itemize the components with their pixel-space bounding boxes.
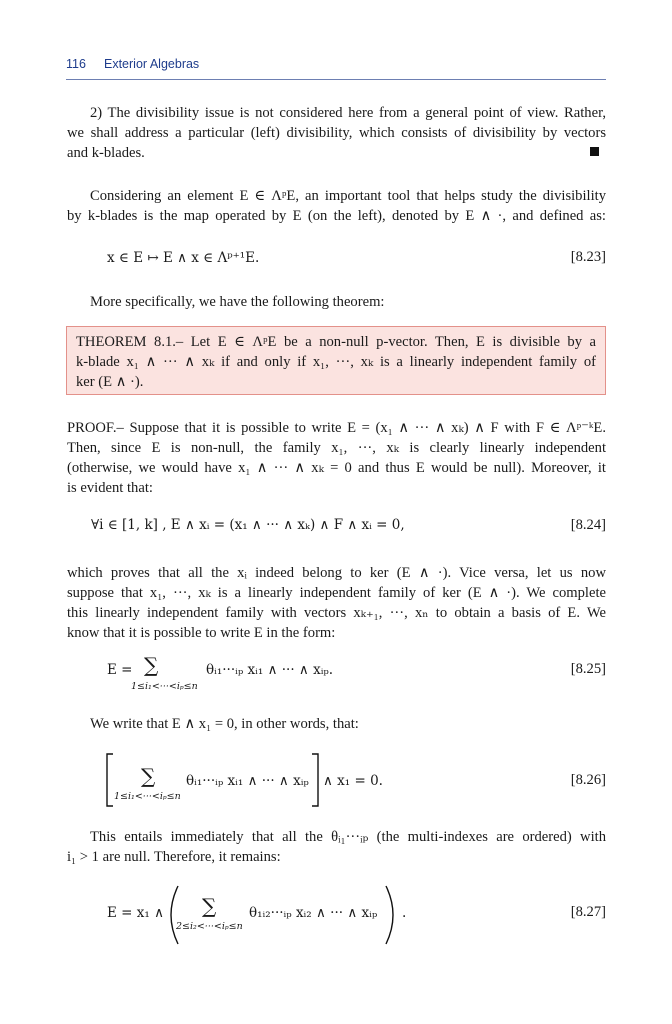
text-line: Then, since E is non-null, the family x₁, ···, xₖ is clearly linearly independent <box>67 440 606 456</box>
summation-sign: ∑ <box>141 764 156 788</box>
considering-paragraph <box>67 186 606 226</box>
running-header <box>66 57 199 71</box>
page-number: 116 <box>66 57 86 71</box>
left-bracket <box>107 754 113 806</box>
text-line: suppose that x₁, ···, xₖ is a linearly independent family of ker (E ∧ ·). We complete <box>67 585 606 601</box>
proof-line: Suppose that it is possible to write E = (x₁ ∧ ··· ∧ xₖ) ∧ F with F ∈ Λᵖ⁻ᵏE. <box>129 420 606 436</box>
running-title: Exterior Algebras <box>104 57 200 71</box>
equation-number: [8.26] <box>570 772 606 788</box>
equation-rhs: ∧ x₁ = 0. <box>323 773 383 789</box>
text-line: by k-blades is the map operated by E (on the left), denoted by E ∧ ·, and defined as: <box>67 208 606 224</box>
text-line: is evident that: <box>67 480 153 496</box>
summation-limits: 2≤i₂<···<iₚ≤n <box>176 921 243 932</box>
text-line <box>67 418 606 438</box>
equation-lhs: E = <box>107 662 133 678</box>
header-rule <box>66 79 606 80</box>
remark-paragraph <box>67 103 606 163</box>
text-line: and k-blades. <box>67 145 145 161</box>
text-line <box>76 332 596 352</box>
text-line: know that it is possible to write E in the form: <box>67 625 336 641</box>
equation-term: θᵢ₁···ᵢₚ xᵢ₁ ∧ ··· ∧ xᵢₚ <box>186 773 309 789</box>
theorem-box <box>66 326 606 395</box>
text-line: i₁ > 1 are null. Therefore, it remains: <box>67 849 281 865</box>
text-line: (otherwise, we would have x₁ ∧ ··· ∧ xₖ = 0 and thus E would be null). Moreover, it <box>67 460 606 476</box>
equation-term: θ₁ᵢ₂···ᵢₚ xᵢ₂ ∧ ··· ∧ xᵢₚ <box>249 905 378 921</box>
text-line: which proves that all the xᵢ indeed belong to ker (E ∧ ·). Vice versa, let us now <box>67 565 606 581</box>
text-line: we shall address a particular (left) divisibility, which consists of divisibility by vectors <box>67 125 606 141</box>
summation-sign: ∑ <box>144 653 159 677</box>
text-line: this linearly independent family with vectors xₖ₊₁, ···, xₙ to obtain a basis of E. We <box>67 605 606 621</box>
theorem-label: THEOREM 8.1.– <box>76 334 184 350</box>
equation-8-24: ∀i ∈ [1, k] , E ∧ xᵢ = (x₁ ∧ ··· ∧ xₖ) ∧ F ∧ xᵢ = 0, <box>91 517 405 533</box>
equation-number: [8.24] <box>570 517 606 533</box>
end-of-remark-square <box>590 147 599 156</box>
text-line: Considering an element E ∈ ΛᵖE, an important tool that helps study the divisibility <box>90 188 606 204</box>
text-line: k-blade x₁ ∧ ··· ∧ xₖ if and only if x₁, ···, xₖ is a linearly independent family of <box>76 354 596 370</box>
proof-label: PROOF.– <box>67 420 124 436</box>
right-bracket <box>312 754 318 806</box>
equation-number: [8.25] <box>570 661 606 677</box>
equation-lhs: E = x₁ ∧ <box>107 905 164 921</box>
text-line: This entails immediately that all the θᵢ₁···ᵢₚ (the multi-indexes are ordered) with <box>90 829 606 845</box>
equation-term: θᵢ₁···ᵢₚ xᵢ₁ ∧ ··· ∧ xᵢₚ. <box>206 662 334 678</box>
left-paren <box>171 886 178 944</box>
equation-8-23: x ∈ E ↦ E ∧ x ∈ Λᵖ⁺¹E. <box>107 250 260 266</box>
right-paren <box>386 886 393 944</box>
text-line: 2) The divisibility issue is not considered here from a general point of view. Rather, <box>90 105 606 121</box>
summation-sign: ∑ <box>202 894 217 918</box>
equation-number: [8.23] <box>570 249 606 265</box>
text-line: ker (E ∧ ·). <box>76 374 144 390</box>
which-proves-paragraph <box>67 563 606 643</box>
summation-limits: 1≤i₁<···<iₚ≤n <box>131 681 198 692</box>
summation-limits: 1≤i₁<···<iₚ≤n <box>114 791 181 802</box>
we-write-paragraph: We write that E ∧ x₁ = 0, in other words, that: <box>90 716 359 732</box>
more-specifically-paragraph: More specifically, we have the following theorem: <box>90 294 385 310</box>
theorem-line: Let E ∈ ΛᵖE be a non-null p-vector. Then, E is divisible by a <box>190 334 597 350</box>
this-entails-paragraph <box>67 827 606 867</box>
equation-number: [8.27] <box>570 904 606 920</box>
theorem-text <box>76 332 596 392</box>
proof-paragraph <box>67 418 606 498</box>
equation-rhs: . <box>402 905 407 921</box>
